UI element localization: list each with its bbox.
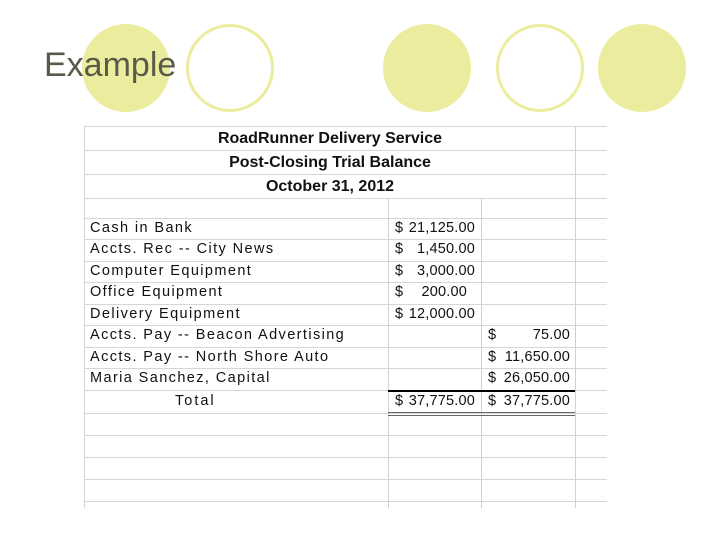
total-debit: $ 37,775.00: [395, 393, 475, 409]
company-name: RoadRunner Delivery Service: [217, 130, 443, 147]
account-name: Computer Equipment: [90, 263, 253, 279]
account-name: Accts. Pay -- Beacon Advertising: [90, 327, 346, 343]
decorative-circle-5: [598, 24, 686, 112]
debit-amount: $ 1,450.00: [395, 241, 475, 257]
spreadsheet: [84, 126, 607, 508]
decorative-circle-3: [383, 24, 471, 112]
debit-amount: $ 3,000.00: [395, 263, 475, 279]
statement-date: October 31, 2012: [265, 178, 395, 195]
decorative-circle-4: [496, 24, 584, 112]
debit-amount: $ 21,125.00: [395, 220, 475, 236]
account-name: Accts. Pay -- North Shore Auto: [90, 349, 330, 365]
slide-title: Example: [44, 46, 177, 84]
total-label: Total: [175, 393, 216, 409]
account-name: Delivery Equipment: [90, 306, 241, 322]
account-name: Maria Sanchez, Capital: [90, 370, 271, 386]
account-name: Cash in Bank: [90, 220, 194, 236]
decorative-circle-2: [186, 24, 274, 112]
account-name: Office Equipment: [90, 284, 224, 300]
total-double-rule: [388, 412, 575, 416]
credit-amount: $ 26,050.00: [488, 370, 570, 386]
credit-amount: $ 75.00: [488, 327, 570, 343]
debit-amount: $ 200.00: [395, 284, 467, 300]
statement-title: Post-Closing Trial Balance: [229, 154, 431, 171]
account-name: Accts. Rec -- City News: [90, 241, 275, 257]
debit-amount: $ 12,000.00: [395, 306, 475, 322]
credit-amount: $ 11,650.00: [488, 349, 570, 365]
total-credit: $ 37,775.00: [488, 393, 570, 409]
